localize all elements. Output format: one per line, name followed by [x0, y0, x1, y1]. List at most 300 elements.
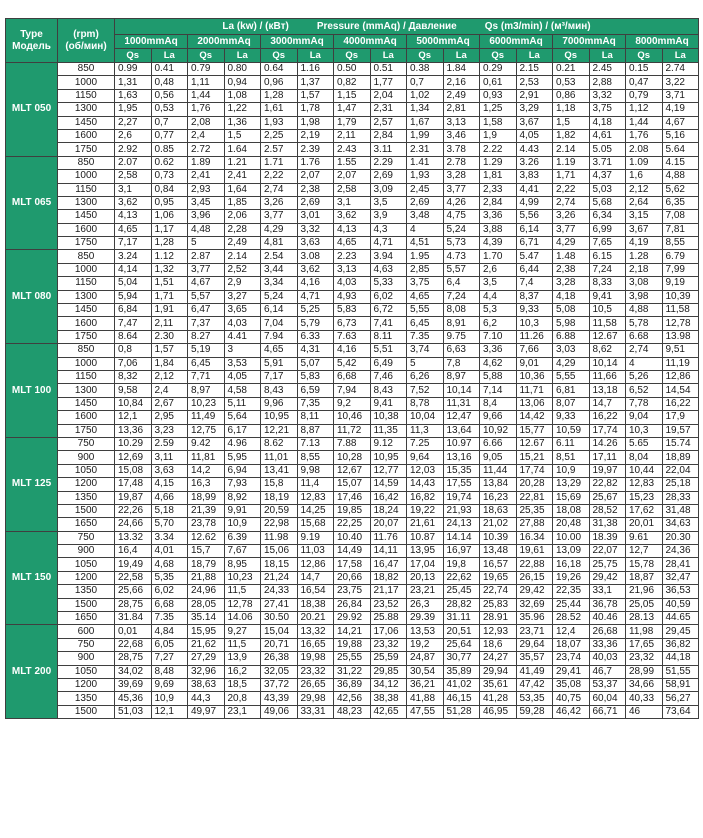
qs-cell: 2,45 [407, 183, 444, 196]
qs-cell: 8,4 [480, 397, 517, 410]
la-cell: 15,77 [516, 424, 553, 437]
la-cell: 22,07 [589, 545, 626, 558]
qs-cell: 45,36 [115, 692, 152, 705]
la-cell: 19,8 [443, 558, 480, 571]
la-cell: 33,1 [589, 585, 626, 598]
la-cell: 3,62 [297, 263, 334, 276]
qs-cell: 10,95 [261, 411, 298, 424]
qs-cell: 49,97 [188, 705, 225, 718]
qs-cell: 8,32 [115, 370, 152, 383]
qs-cell: 3,13 [334, 263, 371, 276]
qs-cell: 6,14 [261, 304, 298, 317]
la-cell: 3,11 [151, 451, 188, 464]
qs-cell: 12.62 [188, 531, 225, 544]
qs-cell: 48,23 [334, 705, 371, 718]
qs-cell: 7,78 [626, 397, 663, 410]
qs-cell: 9,33 [553, 411, 590, 424]
qs-cell: 24,87 [407, 652, 444, 665]
qs-cell: 6,26 [407, 370, 444, 383]
qs-cell: 2.22 [480, 143, 517, 156]
qs-cell: 10,59 [553, 424, 590, 437]
la-cell: 11,35 [370, 424, 407, 437]
la-cell: 4,71 [370, 237, 407, 250]
la-cell: 11,66 [589, 370, 626, 383]
qs-cell: 12,83 [626, 478, 663, 491]
la-cell: 1,06 [151, 210, 188, 223]
qs-cell: 6,81 [553, 384, 590, 397]
qs-cell: 5,3 [480, 304, 517, 317]
la-cell: 3,32 [589, 89, 626, 102]
la-cell: 5.05 [589, 143, 626, 156]
la-cell: 29,85 [370, 665, 407, 678]
la-cell: 0,94 [224, 76, 261, 89]
qs-cell: 15,08 [115, 464, 152, 477]
la-cell: 10,3 [516, 317, 553, 330]
la-cell: 2.15 [516, 63, 553, 76]
qs-cell: 3,08 [626, 277, 663, 290]
la-cell: 1,5 [224, 129, 261, 142]
table-row [6, 290, 699, 303]
qs-cell: 1,34 [407, 103, 444, 116]
la-cell: 16,2 [224, 665, 261, 678]
la-cell: 3,29 [516, 103, 553, 116]
la-cell: 41,02 [443, 678, 480, 691]
la-cell: 9.75 [443, 330, 480, 343]
la-cell: 0,7 [151, 116, 188, 129]
la-cell: 24,36 [662, 545, 699, 558]
qs-cell: 8.62 [261, 437, 298, 450]
qs-cell: 21,62 [188, 638, 225, 651]
la-cell: 32,69 [516, 598, 553, 611]
qs-header: Qs [480, 49, 517, 63]
table-row [6, 411, 699, 424]
qs-cell: 42,56 [334, 692, 371, 705]
la-cell: 2,91 [516, 89, 553, 102]
qs-cell: 2.87 [188, 250, 225, 263]
la-cell: 2.14 [224, 250, 261, 263]
la-cell: 53,35 [516, 692, 553, 705]
model-cell: MLT 050 [6, 63, 58, 157]
la-cell: 34,63 [662, 518, 699, 531]
la-cell: 22,04 [662, 464, 699, 477]
qs-cell: 1,99 [407, 129, 444, 142]
table-row [6, 585, 699, 598]
qs-cell: 1,5 [553, 116, 590, 129]
table-row [6, 397, 699, 410]
la-header: La [443, 49, 480, 63]
qs-cell: 12,21 [261, 424, 298, 437]
qs-cell: 29,41 [553, 665, 590, 678]
qs-cell: 43,39 [261, 692, 298, 705]
qs-cell: 0.38 [407, 63, 444, 76]
rpm-cell: 1350 [58, 692, 115, 705]
qs-cell: 13,53 [407, 625, 444, 638]
qs-cell: 3,45 [188, 196, 225, 209]
rpm-cell: 1050 [58, 464, 115, 477]
la-cell: 15,68 [297, 518, 334, 531]
qs-cell: 27,41 [261, 598, 298, 611]
la-cell: 1,57 [297, 89, 334, 102]
qs-cell: 10,92 [480, 424, 517, 437]
pressure-header: 4000mmAq [334, 35, 407, 49]
qs-header: Qs [115, 49, 152, 63]
la-cell: 9,69 [151, 678, 188, 691]
qs-cell: 1,11 [188, 76, 225, 89]
table-row [6, 76, 699, 89]
la-cell: 2,81 [443, 103, 480, 116]
la-cell: 1,22 [224, 103, 261, 116]
la-cell: 23,52 [370, 598, 407, 611]
qs-cell: 1.19 [553, 156, 590, 169]
qs-cell: 7.88 [334, 437, 371, 450]
qs-cell: 23,74 [553, 652, 590, 665]
la-cell: 29,42 [589, 571, 626, 584]
la-cell: 7,24 [443, 290, 480, 303]
table-row [6, 612, 699, 625]
qs-cell: 20,71 [261, 638, 298, 651]
la-cell: 5,64 [224, 411, 261, 424]
la-cell: 9,91 [224, 504, 261, 517]
rpm-cell: 1450 [58, 304, 115, 317]
qs-cell: 1.71 [261, 156, 298, 169]
qs-cell: 7,14 [480, 384, 517, 397]
la-cell: 25,67 [589, 491, 626, 504]
qs-cell: 10,9 [553, 464, 590, 477]
qs-cell: 15,69 [553, 491, 590, 504]
rpm-cell: 1750 [58, 424, 115, 437]
qs-cell: 2.43 [334, 143, 371, 156]
la-cell: 23,32 [370, 638, 407, 651]
table-row [6, 196, 699, 209]
qs-cell: 4,16 [334, 344, 371, 357]
qs-cell: 46,95 [480, 705, 517, 718]
qs-cell: 9,66 [480, 411, 517, 424]
la-cell: 5,18 [151, 504, 188, 517]
la-cell: 0,77 [151, 129, 188, 142]
qs-cell: 6,45 [407, 317, 444, 330]
qs-cell: 15,04 [261, 625, 298, 638]
la-cell: 22,82 [589, 478, 626, 491]
la-cell: 26,15 [516, 571, 553, 584]
qs-cell: 4,29 [553, 237, 590, 250]
qs-cell: 15,78 [626, 558, 663, 571]
qs-cell: 11,81 [188, 451, 225, 464]
qs-cell: 2.08 [626, 143, 663, 156]
qs-cell: 1,61 [261, 103, 298, 116]
la-cell: 4,37 [589, 170, 626, 183]
qs-cell: 2.14 [553, 143, 590, 156]
rpm-cell: 1450 [58, 210, 115, 223]
la-cell: 33,36 [589, 638, 626, 651]
qs-cell: 10,23 [188, 397, 225, 410]
la-cell: 1,28 [151, 237, 188, 250]
qs-cell: 1.55 [334, 156, 371, 169]
la-cell: 12,86 [297, 558, 334, 571]
la-cell: 28,33 [662, 491, 699, 504]
la-cell: 3,75 [589, 103, 626, 116]
qs-cell: 25,55 [334, 652, 371, 665]
la-cell: 31,48 [662, 504, 699, 517]
qs-cell: 40,75 [553, 692, 590, 705]
qs-cell: 5,26 [626, 370, 663, 383]
qs-cell: 0.29 [480, 63, 517, 76]
la-cell: 6,02 [151, 585, 188, 598]
qs-cell: 38,63 [188, 678, 225, 691]
la-cell: 5,73 [443, 237, 480, 250]
qs-cell: 1,02 [407, 89, 444, 102]
qs-cell: 21,39 [188, 504, 225, 517]
qs-cell: 4,18 [553, 290, 590, 303]
qs-cell: 40,33 [626, 692, 663, 705]
la-cell: 14,11 [370, 545, 407, 558]
rpm-cell: 1000 [58, 357, 115, 370]
la-cell: 10,38 [370, 411, 407, 424]
la-cell: 7,93 [224, 478, 261, 491]
qs-cell: 1.29 [480, 156, 517, 169]
qs-cell: 16,82 [407, 491, 444, 504]
qs-cell: 7.35 [407, 330, 444, 343]
qs-cell: 1,6 [626, 170, 663, 183]
la-cell: 2,4 [151, 384, 188, 397]
qs-cell: 1,18 [553, 103, 590, 116]
pressure-header: 2000mmAq [188, 35, 261, 49]
rpm-cell: 900 [58, 652, 115, 665]
la-cell: 2.78 [443, 156, 480, 169]
qs-cell: 10.39 [480, 531, 517, 544]
la-cell: 5,11 [224, 397, 261, 410]
model-cell: MLT 080 [6, 250, 58, 344]
qs-cell: 35.14 [188, 612, 225, 625]
rpm-cell: 1750 [58, 330, 115, 343]
la-cell: 0.41 [151, 63, 188, 76]
qs-cell: 8,97 [188, 384, 225, 397]
la-cell: 1,84 [151, 357, 188, 370]
rpm-cell: 1500 [58, 504, 115, 517]
qs-cell: 13,95 [407, 545, 444, 558]
la-cell: 4,71 [297, 290, 334, 303]
la-cell: 2.74 [662, 63, 699, 76]
la-cell: 8.11 [370, 330, 407, 343]
la-cell: 26,68 [589, 625, 626, 638]
la-cell: 2,69 [297, 196, 334, 209]
qs-cell: 17,62 [626, 504, 663, 517]
la-cell: 2.39 [297, 143, 334, 156]
rpm-cell: 850 [58, 344, 115, 357]
la-cell: 14,7 [297, 571, 334, 584]
qs-cell: 19,22 [407, 504, 444, 517]
qs-header: Qs [407, 49, 444, 63]
qs-cell: 1,81 [480, 170, 517, 183]
la-cell: 14.14 [443, 531, 480, 544]
qs-cell: 36,89 [334, 678, 371, 691]
la-cell: 13.98 [662, 330, 699, 343]
qs-cell: 4,65 [261, 344, 298, 357]
la-cell: 13,06 [516, 397, 553, 410]
la-cell: 29,42 [516, 585, 553, 598]
qs-cell: 1,28 [261, 89, 298, 102]
rpm-cell: 1050 [58, 558, 115, 571]
qs-cell: 2,58 [334, 183, 371, 196]
qs-cell: 49,06 [261, 705, 298, 718]
la-cell: 28,82 [443, 598, 480, 611]
la-cell: 10,95 [370, 451, 407, 464]
la-cell: 35.96 [516, 612, 553, 625]
rpm-cell: 900 [58, 545, 115, 558]
qs-cell: 2.72 [188, 143, 225, 156]
table-title [115, 19, 699, 35]
table-row [6, 625, 699, 638]
la-cell: 15.74 [662, 437, 699, 450]
qs-cell: 18,19 [261, 491, 298, 504]
qs-cell: 3,5 [480, 277, 517, 290]
rpm-sub-label: (об/мин) [65, 40, 107, 52]
la-cell: 3,28 [443, 170, 480, 183]
la-cell: 12,47 [443, 411, 480, 424]
table-row [6, 598, 699, 611]
qs-cell: 47,55 [407, 705, 444, 718]
qs-cell: 5 [188, 237, 225, 250]
qs-cell: 12,93 [480, 625, 517, 638]
la-cell: 2.29 [370, 156, 407, 169]
qs-cell: 1,67 [407, 116, 444, 129]
la-cell: 14,42 [516, 411, 553, 424]
rpm-cell: 850 [58, 250, 115, 263]
la-cell: 2.30 [151, 330, 188, 343]
la-cell: 7.13 [297, 437, 334, 450]
qs-cell: 3,88 [480, 223, 517, 236]
qs-cell: 13,09 [553, 545, 590, 558]
la-cell: 15,35 [443, 464, 480, 477]
la-cell: 6,35 [662, 196, 699, 209]
table-row [6, 638, 699, 651]
qs-cell: 10,28 [334, 451, 371, 464]
qs-cell: 4,03 [334, 277, 371, 290]
qs-cell: 1,31 [115, 76, 152, 89]
rpm-cell: 1350 [58, 585, 115, 598]
qs-cell: 2,38 [553, 263, 590, 276]
qs-cell: 5,55 [553, 370, 590, 383]
qs-cell: 1,63 [115, 89, 152, 102]
la-cell: 11,58 [662, 304, 699, 317]
qs-cell: 26,84 [334, 598, 371, 611]
rpm-cell: 1350 [58, 491, 115, 504]
qs-cell: 10.29 [115, 437, 152, 450]
qs-cell: 12,1 [115, 411, 152, 424]
qs-cell: 7,06 [115, 357, 152, 370]
la-cell: 11,19 [662, 357, 699, 370]
la-cell: 1,78 [297, 103, 334, 116]
qs-cell: 6,47 [188, 304, 225, 317]
qs-cell: 3,67 [626, 223, 663, 236]
la-cell: 7,24 [589, 263, 626, 276]
qs-cell: 25,83 [480, 598, 517, 611]
qs-cell: 2.54 [261, 250, 298, 263]
la-cell: 5,35 [151, 571, 188, 584]
rpm-cell: 1750 [58, 143, 115, 156]
qs-cell: 5,57 [188, 290, 225, 303]
qs-header: Qs [334, 49, 371, 63]
pressure-header: 8000mmAq [626, 35, 699, 49]
qs-cell: 2,74 [553, 196, 590, 209]
la-cell: 2,67 [151, 397, 188, 410]
qs-cell: 4,4 [480, 290, 517, 303]
la-cell: 5,95 [224, 451, 261, 464]
la-cell: 17,74 [516, 464, 553, 477]
qs-cell: 3.24 [115, 250, 152, 263]
qs-cell: 17,65 [626, 638, 663, 651]
la-cell: 5,62 [662, 183, 699, 196]
la-cell: 0.51 [370, 63, 407, 76]
la-cell: 34,12 [370, 678, 407, 691]
la-cell: 4,63 [370, 263, 407, 276]
qs-cell: 2,41 [188, 170, 225, 183]
qs-cell: 18,63 [480, 504, 517, 517]
la-cell: 25,75 [589, 558, 626, 571]
la-cell: 12.67 [516, 437, 553, 450]
la-cell: 66,71 [589, 705, 626, 718]
la-cell: 16,22 [662, 397, 699, 410]
la-header: La [224, 49, 261, 63]
la-cell: 1.16 [297, 63, 334, 76]
qs-cell: 1.48 [553, 250, 590, 263]
table-row [6, 531, 699, 544]
qs-cell: 12,7 [626, 545, 663, 558]
rpm-cell: 1150 [58, 277, 115, 290]
table-row [6, 344, 699, 357]
qs-cell: 10,46 [334, 411, 371, 424]
la-cell: 9.12 [370, 437, 407, 450]
qs-cell: 9,04 [626, 411, 663, 424]
la-cell: 3,63 [297, 237, 334, 250]
qs-cell: 5,19 [188, 344, 225, 357]
rpm-cell: 1600 [58, 129, 115, 142]
la-cell: 25,64 [443, 638, 480, 651]
qs-cell: 20,48 [553, 518, 590, 531]
qs-cell: 26,38 [261, 652, 298, 665]
model-cell: MLT 200 [6, 625, 58, 719]
qs-cell: 2,85 [407, 263, 444, 276]
qs-cell: 4,14 [115, 263, 152, 276]
qs-cell: 7.25 [407, 437, 444, 450]
la-cell: 16,65 [297, 638, 334, 651]
qs-cell: 5,55 [407, 304, 444, 317]
la-cell: 3,22 [662, 76, 699, 89]
qs-cell: 17,48 [115, 478, 152, 491]
qs-cell: 18,15 [261, 558, 298, 571]
la-cell: 10,9 [151, 692, 188, 705]
qs-cell: 1,15 [334, 89, 371, 102]
la-cell: 33,31 [297, 705, 334, 718]
la-cell: 20,07 [370, 518, 407, 531]
qs-cell: 0,7 [407, 76, 444, 89]
qs-cell: 1.70 [480, 250, 517, 263]
la-cell: 73,64 [662, 705, 699, 718]
table-row [6, 330, 699, 343]
la-cell: 2,12 [151, 370, 188, 383]
qs-cell: 15,8 [261, 478, 298, 491]
qs-cell: 6,45 [188, 357, 225, 370]
la-cell: 18,38 [297, 598, 334, 611]
la-cell: 6,63 [443, 344, 480, 357]
la-cell: 3,09 [370, 183, 407, 196]
table-row [6, 103, 699, 116]
qs-cell: 2,22 [261, 170, 298, 183]
qs-cell: 5,91 [261, 357, 298, 370]
la-cell: 2,04 [370, 89, 407, 102]
la-cell: 5,70 [151, 518, 188, 531]
la-cell: 5,83 [297, 370, 334, 383]
qs-cell: 28.13 [626, 612, 663, 625]
